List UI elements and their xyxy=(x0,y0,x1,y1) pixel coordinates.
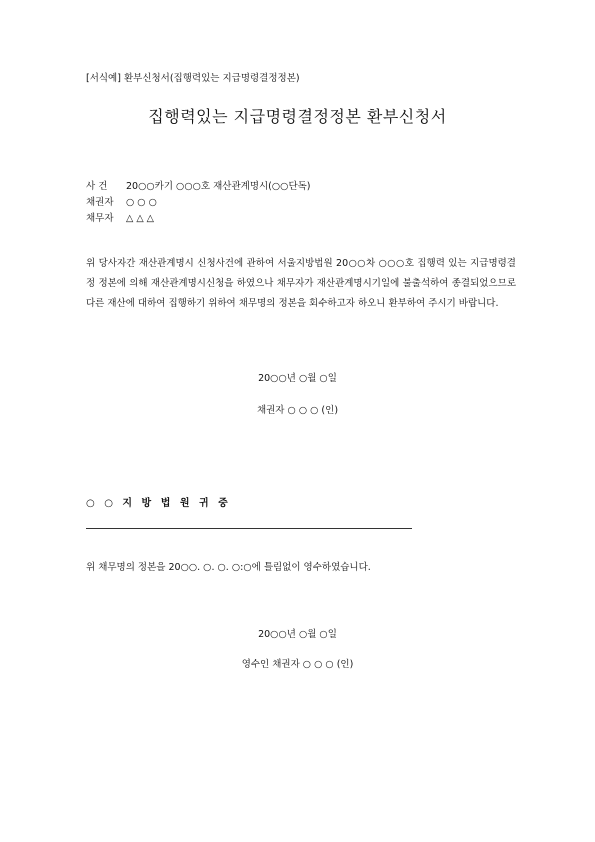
party-row-debtor xyxy=(86,210,154,224)
party-key: 사 건 xyxy=(86,181,108,192)
party-row-creditor xyxy=(86,194,157,208)
application-date: 20○○년 ○월 ○일 xyxy=(258,373,337,384)
party-value: △ △ △ xyxy=(126,213,154,224)
party-value: 20○○카기 ○○○호 재산관계명시(○○단독) xyxy=(126,181,311,192)
applicant-signature: 채권자 ○ ○ ○ (인) xyxy=(256,405,339,416)
court-addressee: ○ ○ 지 방 법 원 귀 중 xyxy=(86,498,231,509)
party-row-case xyxy=(86,178,311,192)
body-paragraph: 위 당사자간 재산관계명시 신청사건에 관하여 서울지방법원 20○○차 ○○○호 집행력 있는 지급명령결정 정본에 의해 재산관계명시신청을 하였으나 채무자가 재산관계명시기일에 불출석하여 종결되었으므로 다른 재산에 대하여 집행하기 위하여 채무명의 정본을 회수하고자 하오니 환부하여 주시기 바랍니다. xyxy=(86,258,516,309)
party-value: ○ ○ ○ xyxy=(126,197,157,208)
receipt-statement: 위 채무명의 정본을 20○○. ○. ○. ○:○에 틀림없이 영수하였습니다. xyxy=(86,562,371,573)
receipt-date: 20○○년 ○월 ○일 xyxy=(258,629,337,640)
party-key: 채권자 xyxy=(86,197,114,208)
divider-line xyxy=(86,528,412,529)
party-key: 채무자 xyxy=(86,213,114,224)
document-title: 집행력있는 지급명령결정정본 환부신청서 xyxy=(148,107,447,126)
receiver-signature: 영수인 채권자 ○ ○ ○ (인) xyxy=(241,659,354,670)
form-label: [서식예] 환부신청서(집행력있는 지급명령결정정본) xyxy=(86,73,300,84)
